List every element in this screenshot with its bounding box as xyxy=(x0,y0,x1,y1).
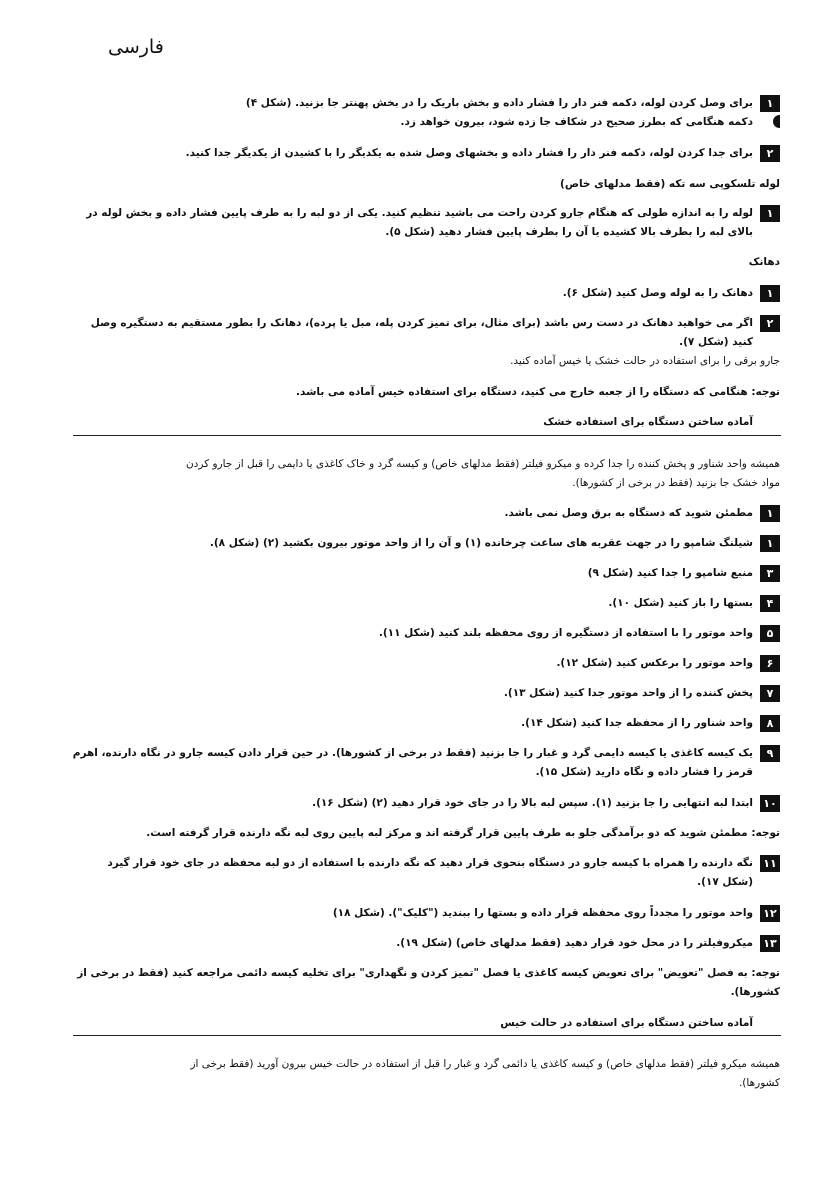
note-text: توجه: مطمئن شوید که دو برآمدگی جلو به طرف پایین قرار گرفته اند و مرکز لبه پایین روی لبه نگه دارنده قرار گرفته است. xyxy=(146,827,780,839)
step-number-badge: ۱۰ xyxy=(760,795,780,812)
bullet-note: دکمه هنگامی که بطرز صحیح در شکاف جا زده شود، بیرون خواهد زد. xyxy=(400,116,753,128)
step-number-badge: ۱۲ xyxy=(760,905,780,922)
instruction-step: منبع شامپو را جدا کنید (شکل ۹) xyxy=(587,567,753,579)
step-number-badge: ۹ xyxy=(760,745,780,762)
step-number-badge: ۱ xyxy=(760,535,780,552)
step-number-badge: ۶ xyxy=(760,655,780,672)
language-title: فارسی xyxy=(108,36,164,58)
intro-text-continued: مواد خشک جا بزنید (فقط در برخی از کشورها). xyxy=(572,477,780,489)
section-divider xyxy=(73,1035,781,1036)
instruction-step: واحد موتور را مجدداً روی محفظه قرار داده و بستها را ببندید ("کلیک"). (شکل ۱۸) xyxy=(332,907,753,919)
step-number-badge: ۱ xyxy=(760,285,780,302)
instruction-step: برای وصل کردن لوله، دکمه فنر دار را فشار داده و بخش باریک را در بخش پهنتر جا بزنید. (شکل ۴) xyxy=(245,97,753,109)
step-number-badge: ۱۱ xyxy=(760,855,780,872)
step-number-badge: ۲ xyxy=(760,145,780,162)
instruction-step: میکروفیلتر را در محل خود قرار دهید (فقط مدلهای خاص) (شکل ۱۹). xyxy=(396,937,753,949)
bullet-icon xyxy=(773,115,780,128)
step-number-badge: ۱ xyxy=(760,505,780,522)
instruction-step: دهانک را به لوله وصل کنید (شکل ۶). xyxy=(562,287,753,299)
section-heading: لوله تلسکوپی سه تکه (فقط مدلهای خاص) xyxy=(560,178,780,190)
instruction-step-continued: کنید (شکل ۷). xyxy=(679,336,753,348)
body-text: جارو برقی را برای استفاده در حالت خشک یا خیس آماده کنید. xyxy=(510,355,780,367)
section-heading: آماده ساختن دستگاه برای استفاده در حالت خیس xyxy=(500,1017,753,1029)
step-number-badge: ۴ xyxy=(760,595,780,612)
instruction-step: شیلنگ شامپو را در جهت عقربه های ساعت چرخانده (۱) و آن را از واحد موتور بیرون بکشید (۲) (شکل ۸). xyxy=(209,537,753,549)
instruction-step: واحد موتور را برعکس کنید (شکل ۱۲). xyxy=(556,657,753,669)
instruction-step: بستها را باز کنید (شکل ۱۰). xyxy=(608,597,753,609)
step-number-badge: ۷ xyxy=(760,685,780,702)
step-number-badge: ۸ xyxy=(760,715,780,732)
note-text-continued: کشورها). xyxy=(730,986,780,998)
instruction-step-continued: بالای لبه را بطرف بالا کشیده یا آن را بطرف پایین فشار دهید (شکل ۵). xyxy=(385,226,753,238)
step-number-badge: ۲ xyxy=(760,315,780,332)
instruction-step-continued: (شکل ۱۷). xyxy=(697,876,753,888)
instruction-step: واحد موتور را با استفاده از دستگیره از روی محفظه بلند کنید (شکل ۱۱). xyxy=(378,627,753,639)
instruction-step: پخش کننده را از واحد موتور جدا کنید (شکل ۱۳). xyxy=(503,687,753,699)
instruction-step: نگه دارنده را همراه با کیسه جارو در دستگاه بنحوی قرار دهید که نگه دارنده با استفاده از دو لبه محفظه در جای خود قرار گیرد xyxy=(107,857,753,869)
step-number-badge: ۱ xyxy=(760,205,780,222)
step-number-badge: ۵ xyxy=(760,625,780,642)
note-text: توجه: هنگامی که دستگاه را از جعبه خارج می کنید، دستگاه برای استفاده خیس آماده می باشد. xyxy=(296,386,780,398)
instruction-step: مطمئن شوید که دستگاه به برق وصل نمی باشد. xyxy=(504,507,753,519)
intro-text: همیشه میکرو فیلتر (فقط مدلهای خاص) و کیسه کاغذی یا دائمی گرد و غبار را قبل از استفاده در حالت خیس بیرون آورید (فقط برخی از xyxy=(190,1058,780,1070)
step-number-badge: ۱ xyxy=(760,95,780,112)
section-heading: دهانک xyxy=(748,256,780,268)
instruction-step: لوله را به اندازه طولی که هنگام جارو کردن راحت می باشید تنظیم کنید. یکی از دو لبه را به طرف پایین فشار داده و بخش لوله در xyxy=(86,207,753,219)
section-heading: آماده ساختن دستگاه برای استفاده خشک xyxy=(543,416,753,428)
instruction-step-continued: قرمز را فشار داده و نگاه دارید (شکل ۱۵). xyxy=(535,766,753,778)
instruction-step: برای جدا کردن لوله، دکمه فنر دار را فشار داده و بخشهای وصل شده به یکدیگر را با کشیدن از یکدیگر جدا کنید. xyxy=(185,147,753,159)
section-divider xyxy=(73,435,781,436)
step-number-badge: ۳ xyxy=(760,565,780,582)
instruction-step: اگر می خواهید دهانک در دست رس باشد (برای مثال، برای تمیز کردن پله، مبل یا پرده)، دهانک را بطور مستقیم به دستگیره وصل xyxy=(90,317,753,329)
step-number-badge: ۱۳ xyxy=(760,935,780,952)
intro-text: همیشه واحد شناور و پخش کننده را جدا کرده و میکرو فیلتر (فقط مدلهای خاص) و کیسه گرد و خاک کاغذی یا دایمی را قبل از جارو کردن xyxy=(185,458,780,470)
instruction-step: ابتدا لبه انتهایی را جا بزنید (۱). سپس لبه بالا را در جای خود قرار دهید (۲) (شکل ۱۶). xyxy=(312,797,753,809)
instruction-step: یک کیسه کاغذی یا کیسه دایمی گرد و غبار را جا بزنید (فقط در برخی از کشورها). در حین قرار دادن کیسه جارو در نگاه دارنده، اهرم xyxy=(72,747,753,759)
intro-text-continued: کشورها). xyxy=(738,1077,780,1089)
note-text: توجه: به فصل "تعویض" برای تعویض کیسه کاغذی یا فصل "تمیز کردن و نگهداری" برای تخلیه کیسه دائمی مراجعه کنید (فقط در برخی از xyxy=(77,967,780,979)
instruction-step: واحد شناور را از محفظه جدا کنید (شکل ۱۴). xyxy=(521,717,753,729)
